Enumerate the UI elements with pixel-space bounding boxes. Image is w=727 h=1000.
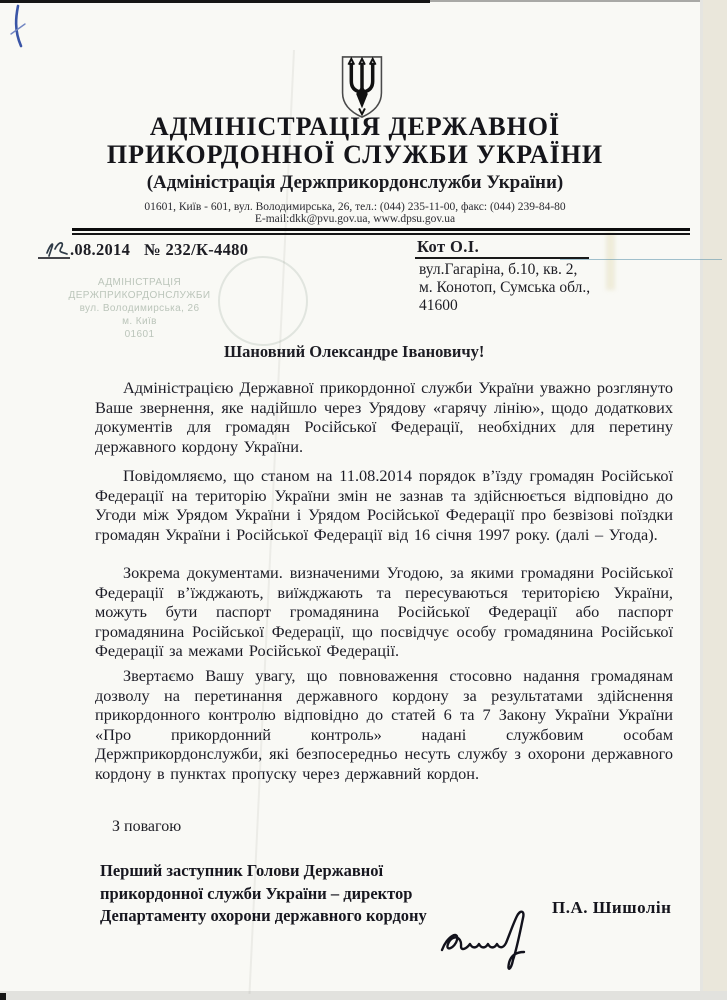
recipient-address-line: вул.Гагаріна, б.10, кв. 2, xyxy=(419,261,578,278)
handwritten-day-icon xyxy=(40,237,70,259)
scan-smudge xyxy=(606,232,615,290)
faint-stamp-imprint xyxy=(52,276,227,341)
salutation: Шановний Олександре Івановичу! xyxy=(224,342,485,361)
scan-bottom-edge-artifact xyxy=(0,993,6,1000)
body-paragraph: Зокрема документами. визначеними Угодою, за якими громадяни Російської Федерації в’їжджають, виїжджають та пересуваються територією України, можуть бути паспорт громадянина Російської Федерації або паспорт громадянина Російської Федерації, що посвідчує особу громадянина Російської Федерації за межами Російської Федерації. xyxy=(95,563,673,661)
scan-paper-edge xyxy=(703,0,727,1000)
signer-name: П.А. Шишолін xyxy=(552,898,672,917)
recipient-address-line: м. Конотоп, Сумська обл., xyxy=(419,279,591,296)
org-address: 01601, Київ - 601, вул. Володимирська, 26, тел.: (044) 235-11-00, факс: (044) 239-84-80 xyxy=(144,201,566,213)
signer-title-line: Перший заступник Голови Державної xyxy=(100,861,384,880)
body-paragraph: Адміністрацією Державної прикордонної служби України уважно розглянуто Ваше звернення, яке надійшло через Урядову «гарячу лінію», щодо додаткових документів для громадян Російської Федерації, необхідних для перетину державного кордону України. xyxy=(95,378,673,456)
reference-number: № 232/К-4480 xyxy=(144,240,249,259)
reference-date: .08.2014 xyxy=(70,240,131,259)
stamp-line: АДМІНІСТРАЦІЯ xyxy=(97,277,182,288)
body-paragraph: Звертаємо Вашу увагу, що повноваження стосовно надання громадянам дозволу на перетинання державного кордону за результатами здійснення прикордонного контролю відповідно до статей 6 та 7 Закону України України «Про прикордонний контроль» надані службовим особам Держприкордонслужби, які безпосередньо несуть службу з охорони державного кордону в пунктах пропуску через державний кордон. xyxy=(95,666,673,783)
scan-line-artifact xyxy=(560,259,722,260)
scan-paper-edge-shadow xyxy=(700,0,703,1000)
signer-title-line: Департаменту охорони державного кордону xyxy=(100,906,427,925)
org-name-line2: ПРИКОРДОННОЇ СЛУЖБИ УКРАЇНИ xyxy=(106,140,604,169)
org-name-alt: (Адміністрація Держприкордонслужби України) xyxy=(146,172,564,193)
signer-title-block xyxy=(100,860,427,928)
org-contact: E-mail:dkk@pvu.gov.ua, www.dpsu.gov.ua xyxy=(254,213,456,225)
recipient-address-line: 41600 xyxy=(419,297,458,314)
scan-top-edge-artifact xyxy=(430,0,700,2)
scan-top-edge-artifact xyxy=(0,0,430,3)
stamp-line: ДЕРЖПРИКОРДОНСЛУЖБИ xyxy=(68,290,211,301)
org-name-line1: АДМІНІСТРАЦІЯ ДЕРЖАВНОЇ xyxy=(149,112,561,141)
stamp-line: вул. Володимирська, 26 xyxy=(79,303,200,314)
stamp-line: 01601 xyxy=(124,329,155,340)
body-paragraph: Повідомляємо, що станом на 11.08.2014 порядок в’їзду громадян Російської Федерації на територію України змін не зазнав та здійснюється відповідно до Угоди між Урядом України і Урядом Російської Федерації про безвізові поїздки громадян України і Російської Федерації від 16 січня 1997 року. (далі – Угода). xyxy=(95,466,673,544)
stamp-line: м. Київ xyxy=(122,316,157,327)
reference-line xyxy=(40,237,248,260)
signer-title-line: прикордонної служби України – директор xyxy=(100,883,413,903)
handwritten-signature xyxy=(437,908,537,980)
faint-round-stamp xyxy=(218,256,308,346)
handwritten-day-underline xyxy=(38,257,70,259)
recipient-name: Кот О.І. xyxy=(417,237,480,256)
pen-mark-icon xyxy=(6,3,34,51)
letterhead-divider-rule xyxy=(72,228,690,235)
scan-bottom-edge-artifact xyxy=(0,991,727,1000)
valediction: З повагою xyxy=(112,818,182,835)
